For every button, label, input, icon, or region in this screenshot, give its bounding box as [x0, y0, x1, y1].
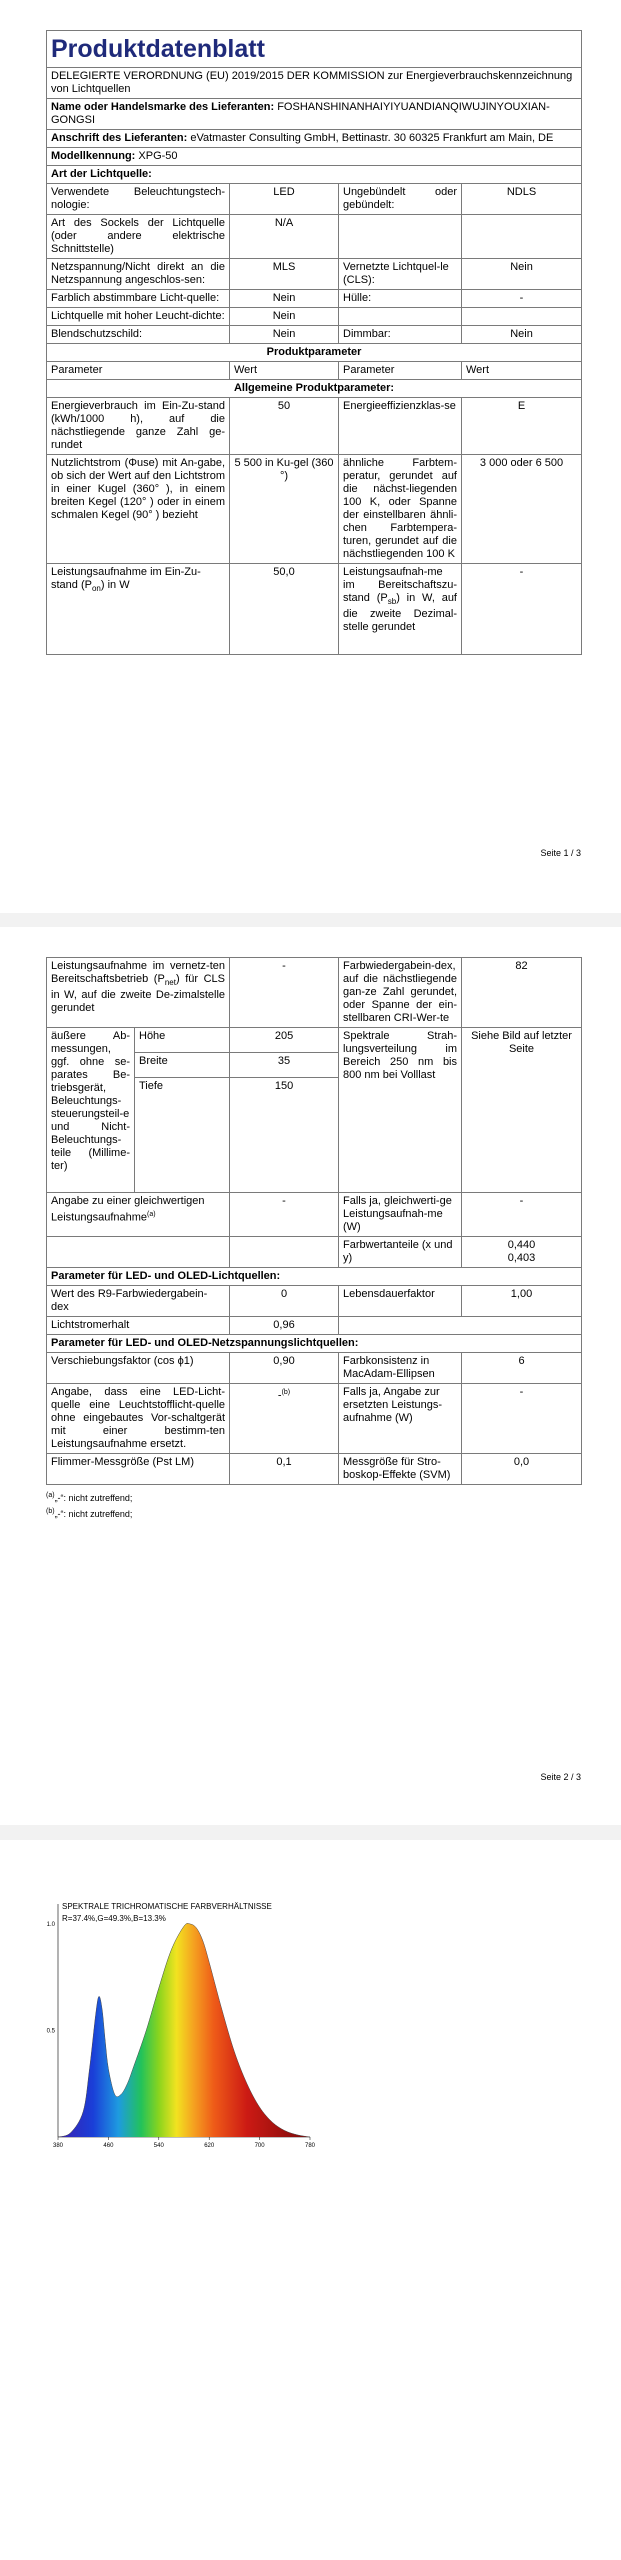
replace-power-value: -	[462, 1384, 582, 1454]
spectral-chart	[0, 1840, 621, 2560]
standby-label	[339, 564, 462, 655]
equiv-power-value: -	[462, 1193, 582, 1237]
power-on-label	[47, 564, 230, 655]
connected-label: Vernetzte Lichtquel-le (CLS):	[339, 259, 462, 290]
width-label: Breite	[135, 1053, 230, 1078]
lifetime-value: 1,00	[462, 1286, 582, 1317]
value-header: Wert	[462, 362, 582, 380]
cct-value: 3 000 oder 6 500	[462, 455, 582, 564]
tech-label: Verwendete Beleuchtungstech-nologie:	[47, 184, 230, 215]
standby-rest: ) in W, auf die zweite Dezimal-stelle gerundet	[343, 592, 457, 634]
strobo-value: 0,0	[462, 1454, 582, 1485]
led-oled-params-heading: Parameter für LED- und OLED-Lichtquellen:	[47, 1268, 582, 1286]
flux-value: 5 500 in Ku-gel (360 °)	[230, 455, 339, 564]
macadam-value: 6	[462, 1353, 582, 1384]
socket-value: N/A	[230, 215, 339, 259]
equiv-power-label: Falls ja, gleichwerti-ge Leistungsaufnah-me (W)	[339, 1193, 462, 1237]
equiv-text: Angabe zu einer gleichwertigen Leistungsaufnahme	[51, 1195, 205, 1224]
height-label: Höhe	[135, 1028, 230, 1053]
chroma-value	[462, 1237, 582, 1268]
x-tick-label: 620	[204, 2143, 215, 2149]
efficiency-class-label: Energieeffizienzklas-se	[339, 398, 462, 455]
net-standby-label	[47, 958, 230, 1028]
spd-value: Siehe Bild auf letzter Seite	[462, 1028, 582, 1193]
page-number: Seite 2 / 3	[540, 1772, 581, 1782]
x-tick-label: 460	[103, 2143, 114, 2149]
equiv-sup: (a)	[147, 1211, 156, 1218]
lifetime-label: Lebensdauerfaktor	[339, 1286, 462, 1317]
empty-cell	[230, 1237, 339, 1268]
height-value: 205	[230, 1028, 339, 1053]
envelope-label: Hülle:	[339, 290, 462, 308]
model-row	[47, 148, 582, 166]
footnotes	[46, 1489, 581, 1521]
chart-subtitle: R=37.4%,G=49.3%,B=13.3%	[62, 1914, 166, 1923]
footnote-b	[46, 1505, 581, 1521]
flicker-label: Flimmer-Messgröße (Pst LM)	[47, 1454, 230, 1485]
standby-value: -	[462, 564, 582, 655]
standby-text: Leistungsaufnah-me im Bereitschaftszu-stand (P	[343, 566, 457, 604]
page-3	[0, 1840, 621, 2560]
spd-label: Spektrale Strah-lungsverteilung im Bereich 250 nm bis 800 nm bei Volllast	[339, 1028, 462, 1193]
cri-value: 82	[462, 958, 582, 1028]
depth-label: Tiefe	[135, 1078, 230, 1193]
empty-cell	[462, 308, 582, 326]
net-standby-text: Leistungsaufnahme im vernetz-ten Bereitschaftsbetrieb (P	[51, 960, 226, 985]
chroma-y: 0,403	[507, 1252, 536, 1264]
macadam-label: Farbkonsistenz in MacAdam-Ellipsen	[339, 1353, 462, 1384]
replace-value	[230, 1384, 339, 1454]
socket-label: Art des Sockels der Lichtquelle (oder andere elektrische Schnittstelle)	[47, 215, 230, 259]
param-header: Parameter	[47, 362, 230, 380]
strobo-label: Messgröße für Stro-boskop-Effekte (SVM)	[339, 1454, 462, 1485]
regulation-text: DELEGIERTE VERORDNUNG (EU) 2019/2015 DER KOMMISSION zur Energieverbrauchskennzeichnung von Lichtquellen	[47, 68, 582, 99]
power-on-text: Leistungsaufnahme im Ein-Zu-stand (P	[51, 566, 201, 591]
x-tick-label: 780	[304, 2143, 316, 2149]
cct-label: ähnliche Farbtem-peratur, gerundet auf die nächst-liegenden 100 K, oder Spanne der einstellbaren ähnli-chen Farbtempera-turen, gerundet auf die nächstliegenden 100 K	[339, 455, 462, 564]
footnote-a-text: „-“: nicht zutreffend;	[54, 1493, 133, 1503]
model-label: Modellkennung:	[51, 150, 136, 162]
footnote-b-mark: (b)	[46, 1508, 55, 1515]
model-value: XPG-50	[138, 150, 178, 162]
empty-cell	[462, 215, 582, 259]
value-header: Wert	[230, 362, 339, 380]
x-tick-label: 700	[254, 2143, 265, 2149]
chart-title: SPEKTRALE TRICHROMATISCHE FARBVERHÄLTNISSE	[62, 1902, 272, 1911]
general-params-heading: Allgemeine Produktparameter:	[47, 380, 582, 398]
page-title: Produktdatenblatt	[47, 31, 582, 68]
empty-cell	[339, 308, 462, 326]
glare-label: Blendschutzschild:	[47, 326, 230, 344]
equiv-value: -	[230, 1193, 339, 1237]
dimensions-label: äußere Ab-messungen, ggf. ohne se-parates Be-triebsgerät, Beleuchtungs-steuerungsteil-e und Nicht-Beleuchtungs-teile (Millime-ter)	[47, 1028, 135, 1193]
power-on-value: 50,0	[230, 564, 339, 655]
supplier-name-value: FOSHANSHINANHAIYIYUANDIANQIWUJINYOUXIAN-GONGSI	[51, 101, 550, 126]
light-source-type-heading: Art der Lichtquelle:	[47, 166, 582, 184]
width-value: 35	[230, 1053, 339, 1078]
net-standby-value: -	[230, 958, 339, 1028]
maintenance-label: Lichtstromerhalt	[47, 1317, 230, 1335]
energy-label: Energieverbrauch im Ein-Zu-stand (kWh/1000 h), auf die nächstliegende ganze Zahl ge-rundet	[47, 398, 230, 455]
led-mains-params-heading: Parameter für LED- und OLED-Netzspannungslichtquellen:	[47, 1335, 582, 1353]
chroma-label: Farbwertanteile (x und y)	[339, 1237, 462, 1268]
chroma-x: 0,440	[507, 1239, 536, 1251]
page-2	[0, 927, 621, 1825]
supplier-address-label: Anschrift des Lieferanten:	[51, 132, 188, 144]
page-1-content	[46, 30, 581, 655]
dimmable-label: Dimmbar:	[339, 326, 462, 344]
footnote-b-text: „-“: nicht zutreffend;	[54, 1509, 133, 1519]
mains-label: Netzspannung/Nicht direkt an die Netzspannung angeschlos-sen:	[47, 259, 230, 290]
supplier-address-row	[47, 130, 582, 148]
high-luminance-label: Lichtquelle mit hoher Leucht-dichte:	[47, 308, 230, 326]
supplier-name-row	[47, 99, 582, 130]
replace-sup: (b)	[281, 1389, 291, 1396]
power-factor-label: Verschiebungsfaktor (cos ϕ1)	[47, 1353, 230, 1384]
flux-label: Nutzlichtstrom (Φuse) mit An-gabe, ob sich der Wert auf den Lichtstrom in einer Kugel (360° ), in einem breiten Kegel (120° ) oder in einem schmalen Kegel (90° ) bezieht	[47, 455, 230, 564]
power-on-unit: ) in W	[100, 579, 130, 591]
page-2-content	[46, 957, 581, 1521]
power-factor-value: 0,90	[230, 1353, 339, 1384]
power-on-sub: on	[91, 584, 101, 594]
envelope-value: -	[462, 290, 582, 308]
x-tick-label: 540	[153, 2143, 164, 2149]
page-number: Seite 1 / 3	[540, 848, 581, 858]
equiv-label	[47, 1193, 230, 1237]
datasheet-table-2	[46, 957, 582, 1485]
glare-value: Nein	[230, 326, 339, 344]
y-tick-label: 0.5	[46, 2028, 55, 2035]
net-standby-rest: ) für CLS in W, auf die zweite De-zimalstelle gerundet	[51, 973, 226, 1015]
dimmable-value: Nein	[462, 326, 582, 344]
maintenance-value: 0,96	[230, 1317, 339, 1335]
empty-cell	[339, 1317, 582, 1335]
color-tunable-value: Nein	[230, 290, 339, 308]
undirected-label: Ungebündelt oder gebündelt:	[339, 184, 462, 215]
net-standby-sub: net	[164, 978, 176, 988]
color-tunable-label: Farblich abstimmbare Licht-quelle:	[47, 290, 230, 308]
replace-label: Angabe, dass eine LED-Licht-quelle eine Leuchtstofflicht-quelle ohne eingebautes Vor-schaltgerät mit einer bestimm-ten Leistungsaufnahme ersetzt.	[47, 1384, 230, 1454]
y-tick-label: 1.0	[46, 1922, 55, 1928]
energy-value: 50	[230, 398, 339, 455]
supplier-address-value: eVatmaster Consulting GmbH, Bettinastr. 30 60325 Frankfurt am Main, DE	[190, 132, 554, 144]
mains-value: MLS	[230, 259, 339, 290]
r9-value: 0	[230, 1286, 339, 1317]
standby-sub: sb	[387, 597, 397, 607]
x-tick-label: 380	[52, 2143, 64, 2149]
replace-power-label: Falls ja, Angabe zur ersetzten Leistungs-aufnahme (W)	[339, 1384, 462, 1454]
empty-cell	[339, 215, 462, 259]
page-1	[0, 0, 621, 913]
param-header: Parameter	[339, 362, 462, 380]
supplier-name-label: Name oder Handelsmarke des Lieferanten:	[51, 101, 275, 113]
datasheet-table-1	[46, 30, 582, 655]
connected-value: Nein	[462, 259, 582, 290]
r9-label: Wert des R9-Farbwiedergabein-dex	[47, 1286, 230, 1317]
flicker-value: 0,1	[230, 1454, 339, 1485]
efficiency-class-value: E	[462, 398, 582, 455]
undirected-value: NDLS	[462, 184, 582, 215]
product-params-heading: Produktparameter	[47, 344, 582, 362]
high-luminance-value: Nein	[230, 308, 339, 326]
cri-label: Farbwiedergabein-dex, auf die nächstliegende gan-ze Zahl gerundet, oder Spanne der ein-stellbaren CRI-Wer-te	[339, 958, 462, 1028]
spectrum-area	[58, 1923, 310, 2137]
tech-value: LED	[230, 184, 339, 215]
replace-value-text: -	[277, 1389, 282, 1402]
footnote-a	[46, 1489, 581, 1505]
depth-value: 150	[230, 1078, 339, 1193]
footnote-a-mark: (a)	[46, 1492, 55, 1499]
empty-cell	[47, 1237, 230, 1268]
